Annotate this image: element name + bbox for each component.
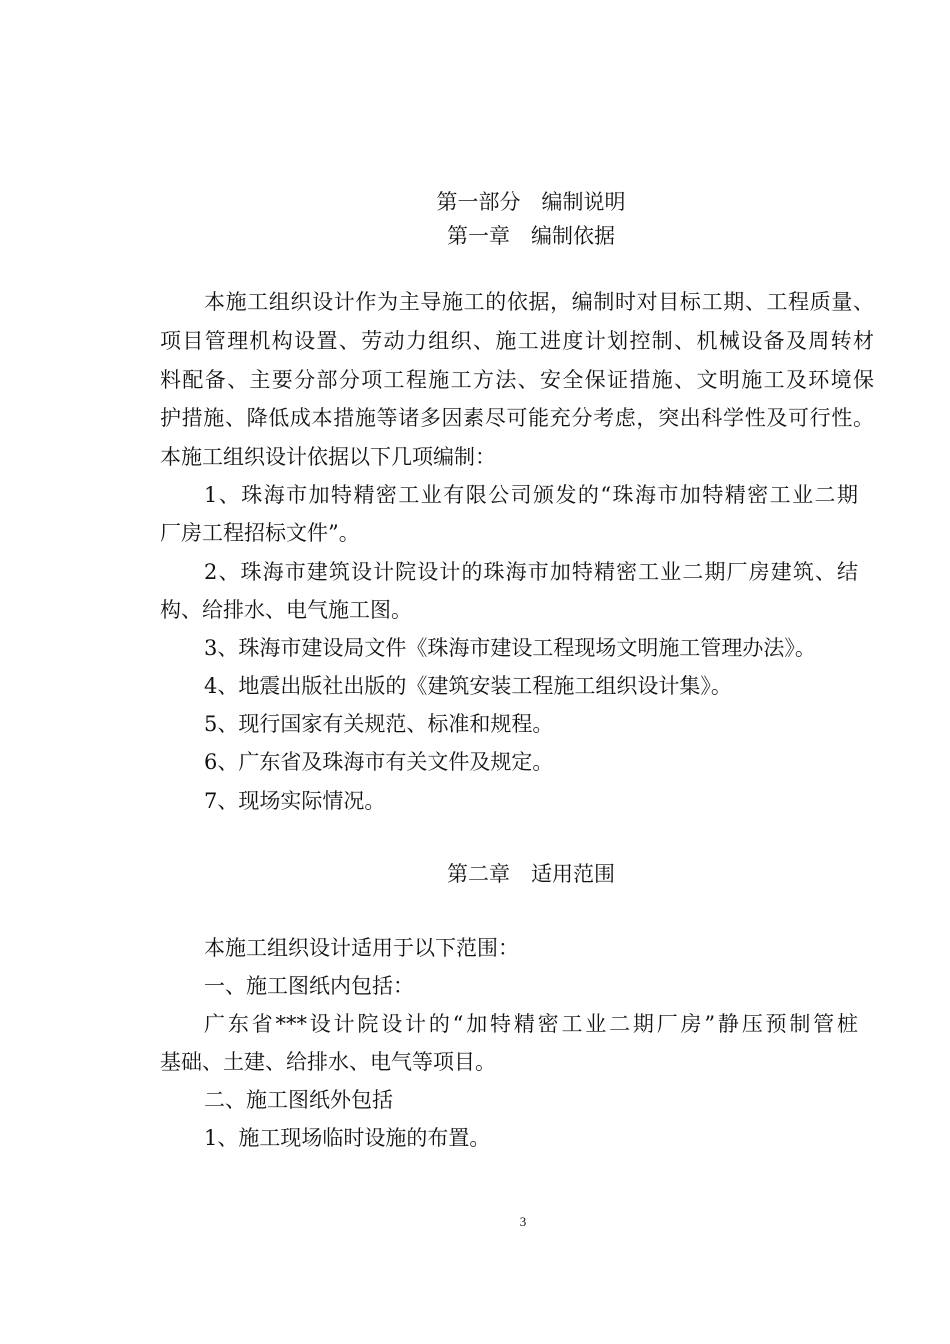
basis-item-7: 7、现场实际情况。 <box>204 789 386 813</box>
chapter1-paragraph-line: 护措施、降低成本措施等诸多因素尽可能充分考虑，突出科学性及可行性。 <box>160 406 874 430</box>
chapter1-paragraph-line: 料配备、主要分部分项工程施工方法、安全保证措施、文明施工及环境保 <box>160 368 874 392</box>
chapter2-intro: 本施工组织设计适用于以下范围： <box>204 936 519 960</box>
scope-section-2-item-1: 1、施工现场临时设施的布置。 <box>204 1126 491 1150</box>
basis-item-1: 1、珠海市加特精密工业有限公司颁发的“珠海市加特精密工业二期 <box>204 483 858 507</box>
chapter1-paragraph-line: 本施工组织设计作为主导施工的依据，编制时对目标工期、工程质量、 <box>204 290 874 314</box>
basis-item-2-continued: 构、给排水、电气施工图。 <box>160 598 412 622</box>
scope-section-1-text: 广东省***设计院设计的“加特精密工业二期厂房”静压预制管桩 <box>204 1012 858 1036</box>
scope-section-1-text-continued: 基础、土建、给排水、电气等项目。 <box>160 1050 496 1074</box>
basis-item-1-continued: 厂房工程招标文件”。 <box>160 521 360 545</box>
scope-section-1-heading: 一、施工图纸内包括： <box>204 974 414 998</box>
basis-item-6: 6、广东省及珠海市有关文件及规定。 <box>204 750 554 774</box>
chapter1-title: 第一章 编制依据 <box>447 224 615 248</box>
basis-item-3: 3、珠海市建设局文件《珠海市建设工程现场文明施工管理办法》。 <box>204 636 816 660</box>
scope-section-2-heading: 二、施工图纸外包括 <box>204 1088 393 1112</box>
chapter1-paragraph-line: 本施工组织设计依据以下几项编制： <box>160 445 496 469</box>
part-title: 第一部分 编制说明 <box>436 190 626 214</box>
chapter2-title: 第二章 适用范围 <box>447 862 615 886</box>
chapter1-paragraph-line: 项目管理机构设置、劳动力组织、施工进度计划控制、机械设备及周转材 <box>160 329 874 353</box>
basis-item-4: 4、地震出版社出版的《建筑安装工程施工组织设计集》。 <box>204 674 732 698</box>
basis-item-2: 2、珠海市建筑设计院设计的珠海市加特精密工业二期厂房建筑、结 <box>204 560 858 584</box>
page-number: 3 <box>519 1214 527 1229</box>
basis-item-5: 5、现行国家有关规范、标准和规程。 <box>204 712 554 736</box>
